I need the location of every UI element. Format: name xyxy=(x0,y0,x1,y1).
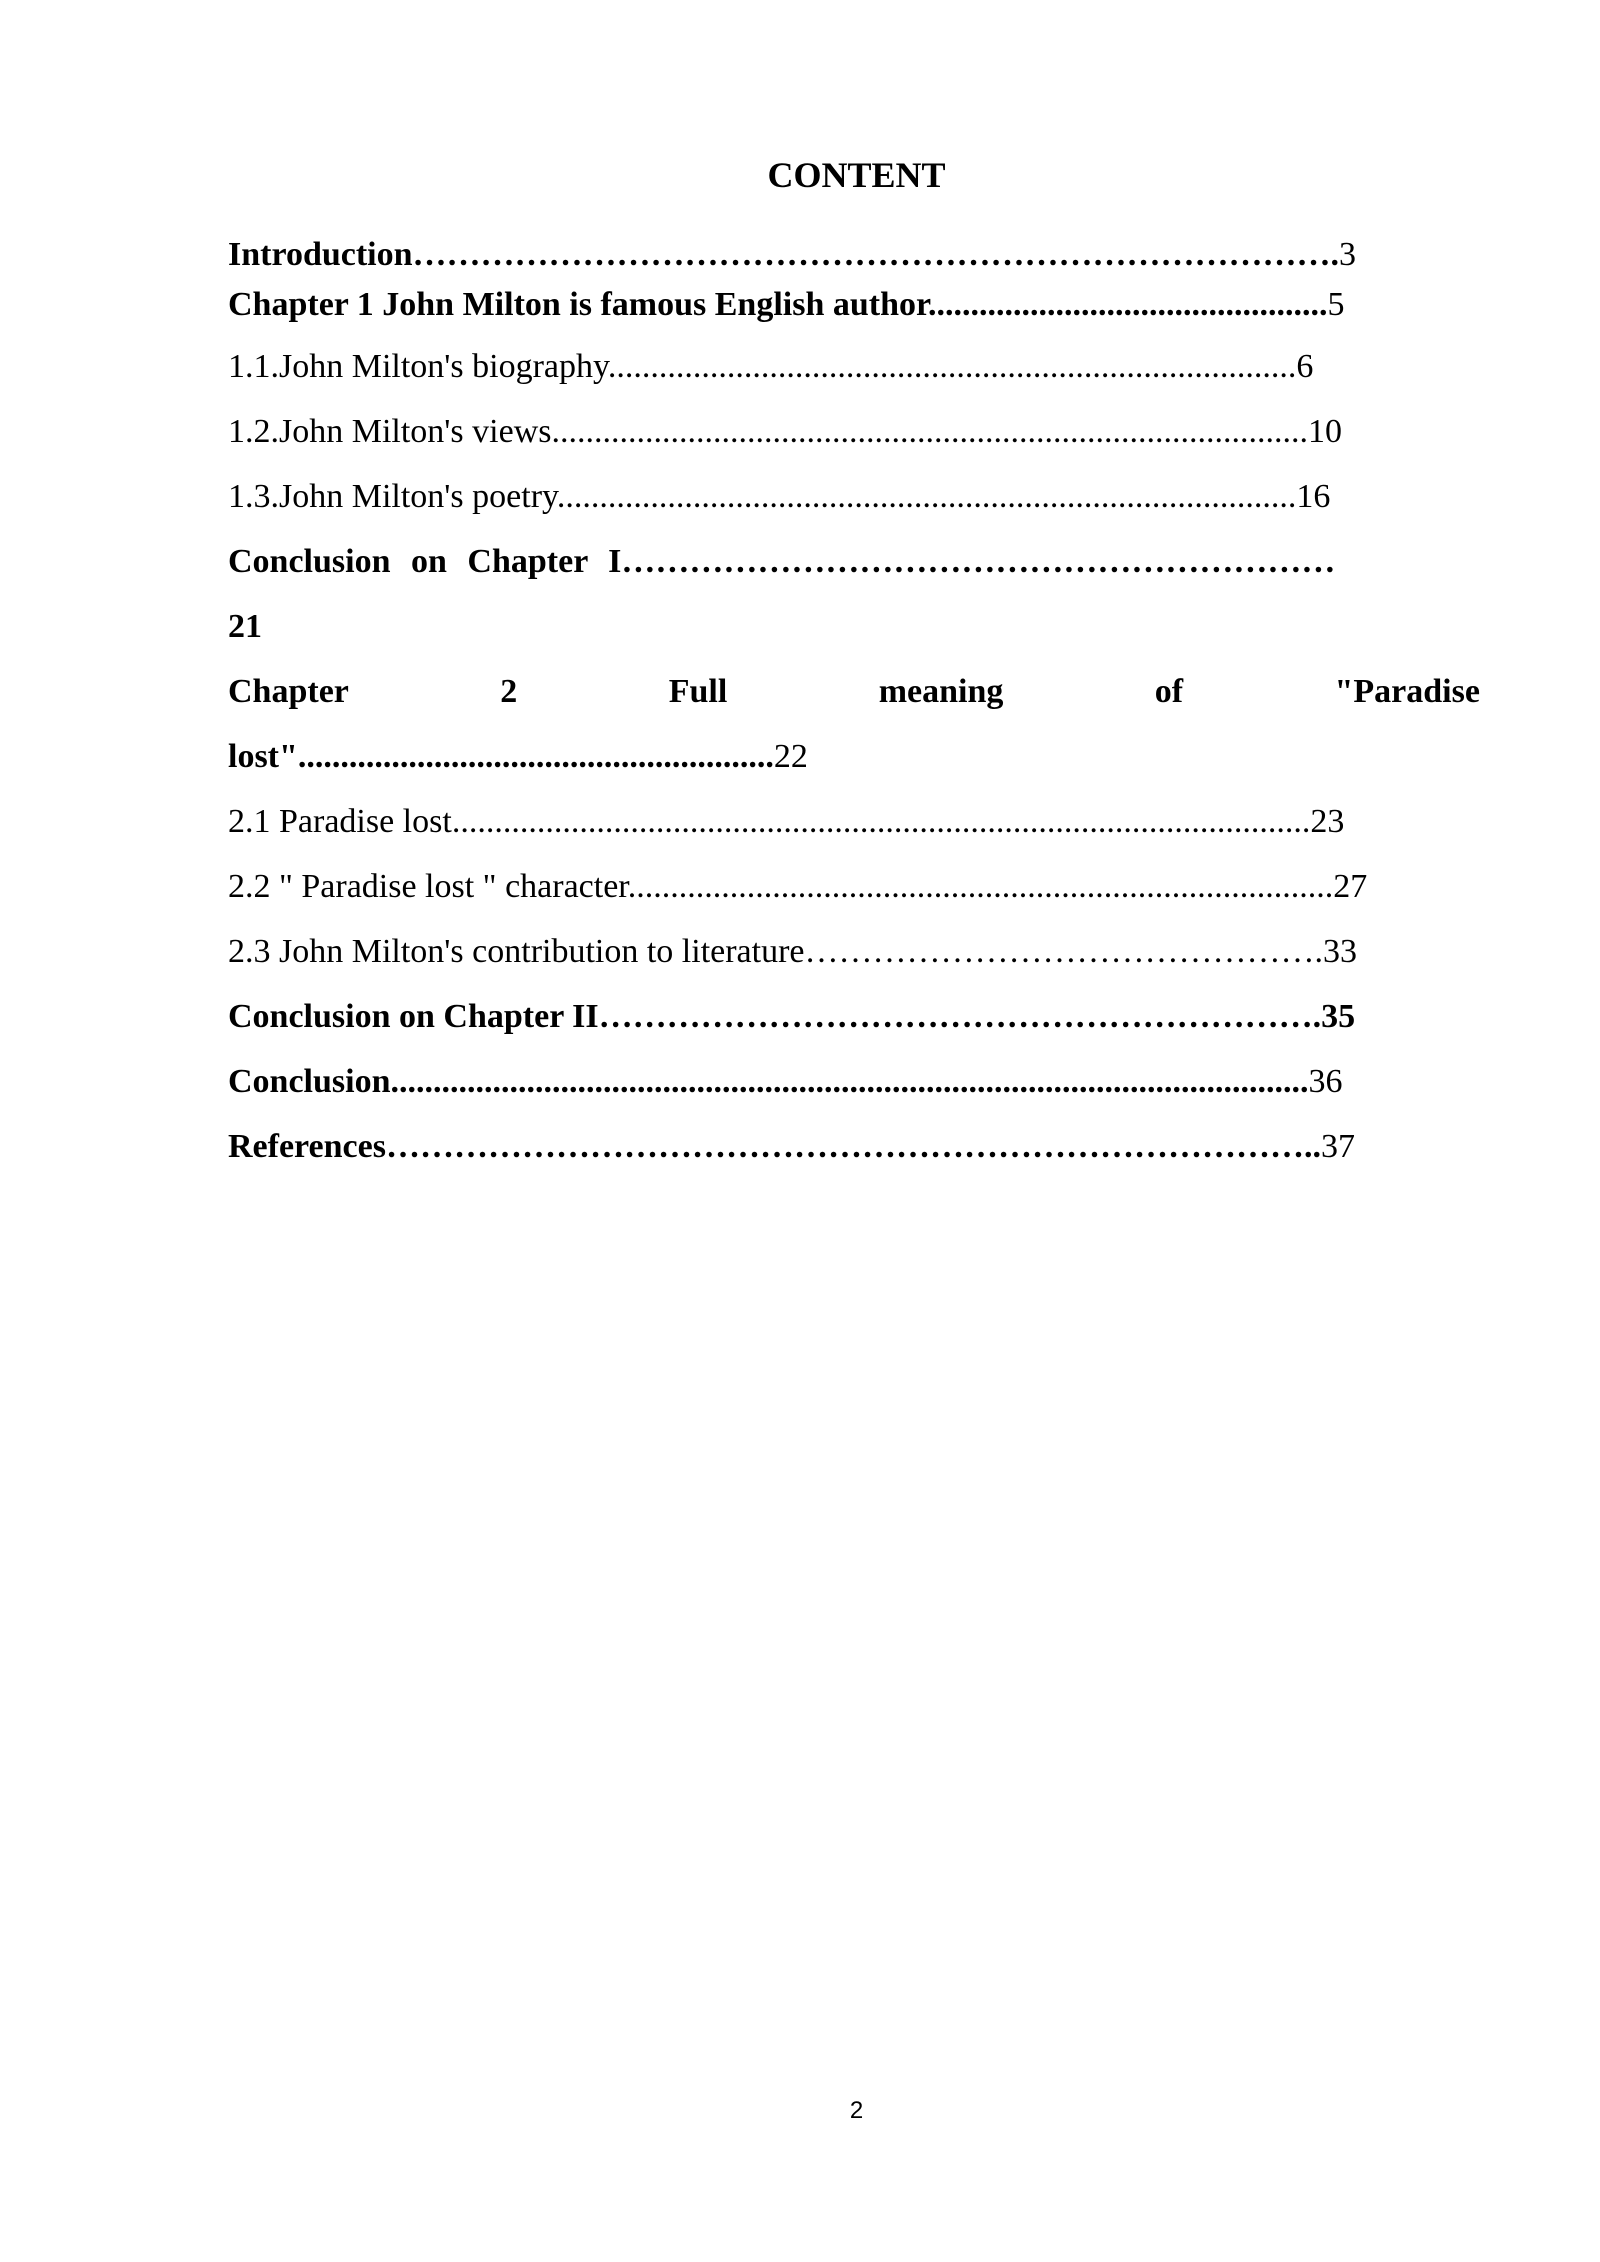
toc-entry-title: Chapter 1 John Milton is famous English author xyxy=(228,286,928,323)
toc-entry-title: 2.3 John Milton's contribution to literature xyxy=(228,933,805,970)
toc-leader: ................................................................................. xyxy=(607,348,1297,385)
toc-entry-section-2-3 xyxy=(228,927,1357,977)
toc-word: "Paradise xyxy=(1334,673,1480,710)
toc-word: Chapter xyxy=(228,673,349,710)
toc-entry-introduction xyxy=(228,230,1356,280)
toc-entry-title: 2.2 " Paradise lost " character xyxy=(228,868,628,905)
toc-page-number: 3 xyxy=(1339,236,1357,273)
toc-page-number: 35 xyxy=(1321,998,1356,1035)
toc-entry-title: 2.1 Paradise lost xyxy=(228,803,452,840)
toc-entry-section-1-2 xyxy=(228,407,1342,457)
toc-page-number: 16 xyxy=(1296,478,1331,515)
toc-leader: ………………………………………………………. xyxy=(598,998,1322,1035)
page-title: CONTENT xyxy=(767,155,946,195)
toc-page-number: 37 xyxy=(1320,1128,1355,1165)
toc-page-number: 23 xyxy=(1310,803,1345,840)
toc-entry-section-1-1 xyxy=(228,342,1313,392)
toc-entry-title: Conclusion xyxy=(228,1063,391,1100)
toc-entry-section-1-3 xyxy=(228,472,1330,522)
toc-entry-conclusion-chapter-2 xyxy=(228,992,1355,1042)
toc-page-number: 6 xyxy=(1296,348,1314,385)
toc-entry-title: Conclusion on Chapter II xyxy=(228,998,599,1035)
toc-page-number: 5 xyxy=(1327,286,1345,323)
toc-leader: ……………………………………………………………………….. xyxy=(385,1128,1321,1165)
toc-entry-chapter-2 xyxy=(228,667,1480,717)
toc-entry-title: lost"........................................................ xyxy=(228,738,774,775)
toc-entry-section-2-2 xyxy=(228,862,1367,912)
toc-page-number: 22 xyxy=(773,738,808,775)
toc-page-number: 36 xyxy=(1308,1063,1343,1100)
toc-entry-chapter-2-continued xyxy=(228,732,808,782)
toc-entry-title: 1.2.John Milton's views xyxy=(228,413,552,450)
toc-page-number: 27 xyxy=(1333,868,1368,905)
toc-leader: ......................................................................................... xyxy=(551,413,1308,450)
toc-page-number: 10 xyxy=(1307,413,1342,450)
toc-leader: ............................................... xyxy=(928,286,1328,323)
toc-leader: ..................................................................................................... xyxy=(451,803,1311,840)
toc-entry-title: 1.3.John Milton's poetry xyxy=(228,478,557,515)
toc-word: Full xyxy=(668,673,728,710)
toc-entry-conclusion xyxy=(228,1057,1343,1107)
toc-word: 2 xyxy=(500,673,518,710)
toc-entry-title: References xyxy=(228,1128,386,1165)
toc-leader: ....................................................................................... xyxy=(556,478,1297,515)
toc-entry-conclusion-chapter-1: Conclusion on Chapter I……………………………………………………… xyxy=(228,543,1336,580)
toc-leader: ………………………………………. xyxy=(804,933,1324,970)
toc-page-number: 21 xyxy=(228,608,262,645)
toc-entry-title: Introduction xyxy=(228,236,413,273)
toc-leader: ................................................................................... xyxy=(627,868,1334,905)
toc-leader: ………………………………………………………………………. xyxy=(412,236,1340,273)
toc-leader: ............................................................................................................ xyxy=(390,1063,1309,1100)
page-number: 2 xyxy=(849,2097,864,2124)
toc-entry-title: 1.1.John Milton's biography xyxy=(228,348,608,385)
toc-page-number: 33 xyxy=(1323,933,1358,970)
toc-entry-references xyxy=(228,1122,1355,1172)
toc-word: meaning xyxy=(878,673,1004,710)
toc-entry-chapter-1 xyxy=(228,280,1345,330)
toc-entry-section-2-1 xyxy=(228,797,1344,847)
toc-word: of xyxy=(1154,673,1184,710)
